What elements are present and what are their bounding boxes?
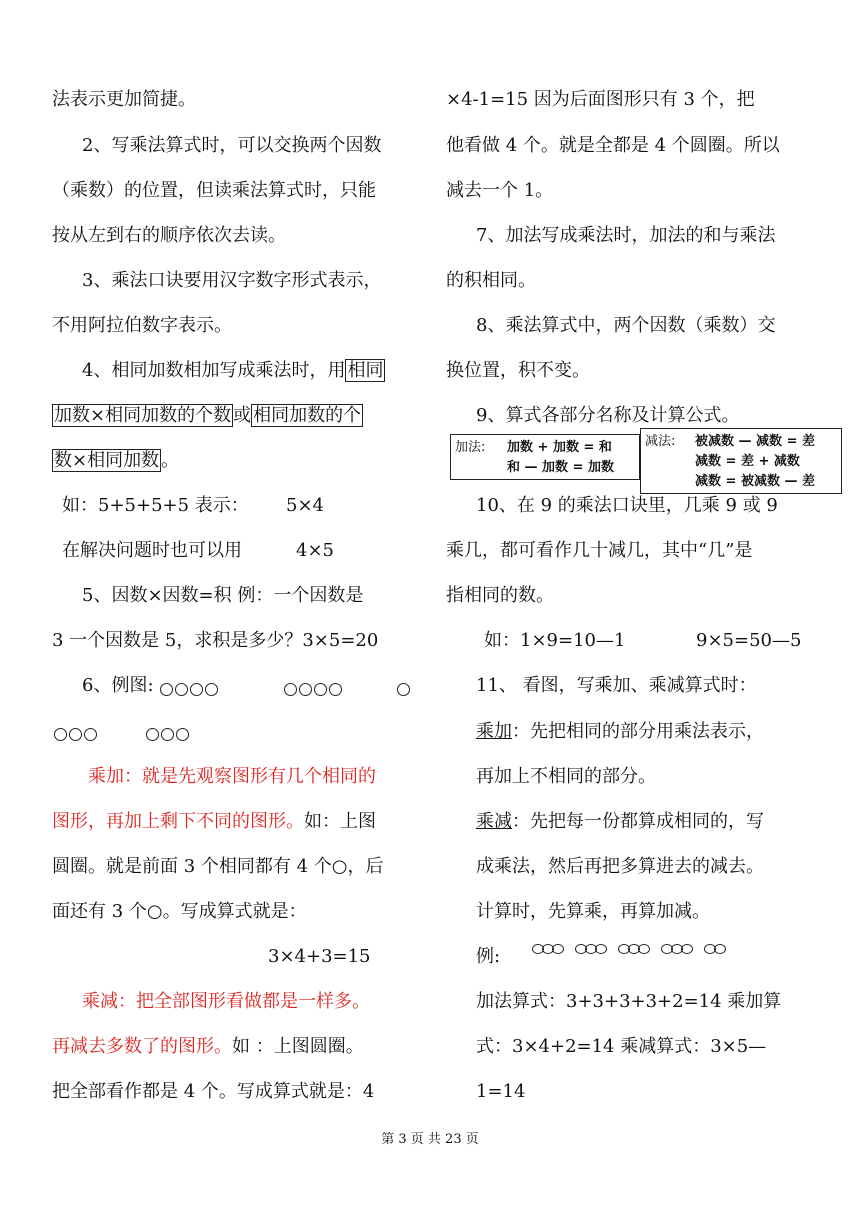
text-line: 9、算式各部分名称及计算公式。	[476, 405, 740, 426]
addition-formula-box	[450, 434, 640, 480]
formula-row: 和 — 加数 = 加数	[507, 460, 614, 475]
subtraction-formula-box	[640, 428, 842, 494]
page-footer: 第 3 页 共 23 页	[381, 1132, 479, 1147]
boxed-text: 数×相同加数	[54, 450, 160, 471]
text-span: 如：上图	[304, 811, 376, 832]
circle-group-icon	[54, 724, 99, 743]
text-line	[476, 720, 764, 744]
text-line: 不用阿拉伯数字表示。	[52, 315, 232, 336]
text-span: ：先把相同的部分用乘法表示，	[512, 721, 764, 742]
text-line: 面还有 3 个○。写成算式就是：	[52, 901, 307, 922]
text-line: （乘数）的位置，但读乘法算式时，只能	[52, 180, 376, 201]
formula-row: 减数 = 差 + 减数	[695, 454, 800, 469]
formula-row: 加数 + 加数 = 和	[507, 440, 612, 455]
text-line: 3、乘法口诀要用汉字数字形式表示，	[82, 270, 382, 291]
circle-group-icon	[160, 679, 220, 698]
text-line: 5、因数×因数=积 例：一个因数是	[82, 585, 364, 606]
text-value: 5×4	[286, 495, 324, 516]
text-line: 的积相同。	[446, 270, 536, 291]
text-line: 把全部看作都是 4 个。写成算式就是：4	[52, 1081, 375, 1102]
text-line: 6、例图:	[82, 675, 154, 696]
text-line: 再加上不相同的部分。	[476, 766, 656, 787]
text-line: 换位置，积不变。	[446, 360, 590, 381]
text-line: 1=14	[476, 1081, 526, 1102]
text-span: 或	[233, 405, 252, 426]
text-line	[52, 1035, 364, 1059]
text-line	[52, 810, 376, 834]
text-line: ×4-1=15 因为后面图形只有 3 个，把	[446, 89, 755, 110]
text-line: 3×4+3=15	[268, 946, 371, 967]
text-span: 图形，再加上剩下不同的图形。	[52, 811, 304, 832]
text-line: 减去一个 1。	[446, 180, 554, 201]
text-line	[52, 404, 363, 428]
circle-group-icon	[146, 724, 191, 743]
circle-group-icon	[284, 679, 344, 698]
formula-row: 减数 = 被减数 — 差	[695, 474, 815, 489]
text-line: 8、乘法算式中，两个因数（乘数）交	[476, 315, 776, 336]
text-line: 圆圈。就是前面 3 个相同都有 4 个○，后	[52, 856, 384, 877]
text-span: 再减去多数了的图形。	[52, 1036, 232, 1057]
text-line: 法表示更加简捷。	[52, 89, 196, 110]
text-span: 乘加	[476, 721, 512, 742]
addition-label: 加法:	[455, 440, 486, 455]
text-line: 9×5=50—5	[696, 630, 802, 651]
text-line	[52, 449, 179, 473]
text-line: 指相同的数。	[446, 585, 554, 606]
text-span: 1×9=10—1	[520, 630, 626, 651]
text-line: 按从左到右的顺序依次去读。	[52, 225, 286, 246]
boxed-text: 相同加数的个	[253, 405, 362, 426]
text-span: 如：	[484, 630, 520, 651]
text-span: ：先把每一份都算成相同的，写	[512, 811, 764, 832]
boxed-text: 加数×相同加数的个数	[54, 405, 232, 426]
text-line: 3 一个因数是 5，求积是多少？3×5=20	[52, 630, 379, 651]
text-span: 如 ：上图圆圈。	[232, 1036, 364, 1057]
text-line	[484, 629, 625, 653]
text-line: 式：3×4+2=14 乘减算式：3×5—	[476, 1036, 767, 1057]
text-span: 4、相同加数相加写成乘法时，用	[82, 360, 346, 381]
text-line: 10、在 9 的乘法口诀里，几乘 9 或 9	[476, 495, 778, 516]
text-line	[476, 810, 764, 834]
circle-icon	[397, 679, 412, 698]
text-line: 如：5+5+5+5 表示：	[62, 495, 249, 516]
text-line: 加法算式：3+3+3+3+2=14 乘加算	[476, 991, 782, 1012]
boxed-text: 相同	[347, 360, 384, 381]
text-line: 乘加：就是先观察图形有几个相同的	[88, 766, 376, 787]
text-line: 乘减：把全部图形看做都是一样多。	[82, 991, 370, 1012]
text-line	[82, 359, 385, 383]
circle-groups-icon	[532, 938, 732, 957]
text-line: 乘几，都可看作几十减几，其中“几”是	[446, 540, 753, 561]
formula-row: 被减数 — 减数 = 差	[695, 434, 815, 449]
text-line: 2、写乘法算式时，可以交换两个因数	[82, 135, 382, 156]
text-value: 4×5	[296, 540, 334, 561]
text-span: 乘减	[476, 811, 512, 832]
text-line: 成乘法，然后再把多算进去的减去。	[476, 856, 764, 877]
text-line: 7、加法写成乘法时，加法的和与乘法	[476, 225, 776, 246]
text-line: 在解决问题时也可以用	[62, 540, 242, 561]
text-line: 计算时，先算乘，再算加减。	[476, 901, 710, 922]
text-line: 例:	[476, 946, 501, 967]
text-span: 。	[161, 450, 180, 471]
subtraction-label: 减法:	[645, 434, 676, 449]
text-line: 他看做 4 个。就是全都是 4 个圆圈。所以	[446, 135, 780, 156]
text-line: 11、 看图，写乘加、乘减算式时：	[476, 675, 757, 696]
